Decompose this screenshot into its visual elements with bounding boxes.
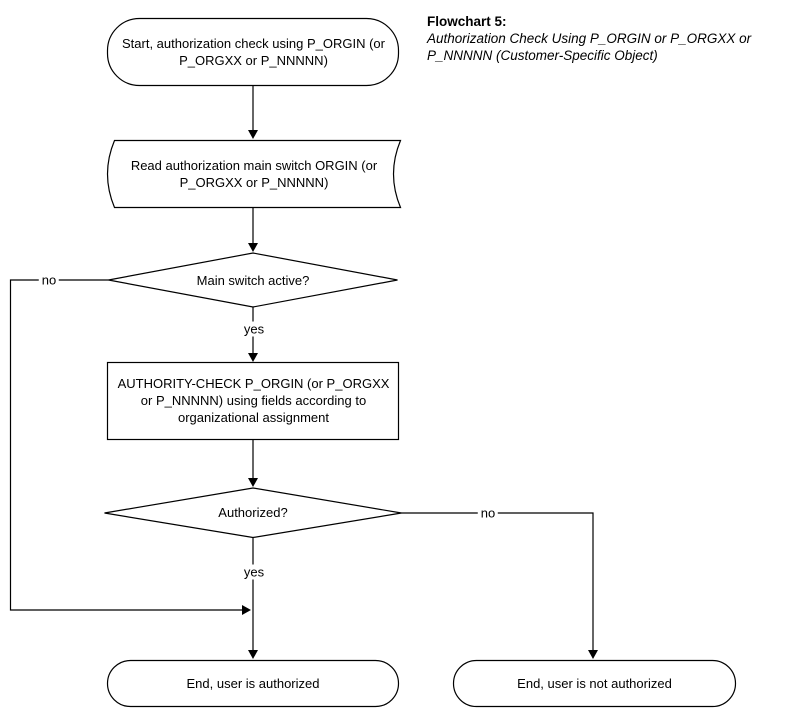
edge-label-no-authorized: no: [478, 506, 498, 521]
flowchart-subtitle-line-2: P_NNNNN (Customer-Specific Object): [427, 48, 658, 63]
end-not-authorized-label: End, user is not authorized: [517, 675, 672, 691]
arrowhead-merge-right: [242, 605, 251, 615]
connector-decision1-no: [11, 280, 243, 610]
arrowhead-into-decision2: [248, 478, 258, 487]
start-terminator-label: Start, authorization check using P_ORGIN (or P_ORGXX or P_NNNNN): [121, 35, 385, 68]
end-authorized-label: End, user is authorized: [186, 675, 320, 691]
edge-label-no-main-switch: no: [39, 273, 59, 288]
title-block: [427, 13, 787, 64]
process-authority-check-label: AUTHORITY-CHECK P_ORGIN (or P_ORGXX or P_NNNNN) using fields according to organizational assignment: [117, 376, 390, 425]
flowchart-title: Flowchart 5:: [427, 14, 507, 29]
arrowhead-into-end-authorized: [248, 650, 258, 659]
arrowhead-into-decision1: [248, 243, 258, 252]
flowchart-subtitle-line-1: Authorization Check Using P_ORGIN or P_ORGXX or: [427, 31, 752, 46]
arrowhead-into-read: [248, 130, 258, 139]
connector-decision2-no: [402, 513, 594, 651]
decision-authorized-label: Authorized?: [218, 505, 288, 520]
arrowhead-into-end-not-authorized: [588, 650, 598, 659]
arrowhead-into-process: [248, 353, 258, 362]
stored-data-label: Read authorization main switch ORGIN (or P_ORGXX or P_NNNNN): [130, 157, 378, 190]
decision-main-switch-label: Main switch active?: [196, 272, 310, 288]
edge-label-yes-main-switch: yes: [241, 322, 267, 337]
edge-label-yes-authorized: yes: [241, 565, 267, 580]
